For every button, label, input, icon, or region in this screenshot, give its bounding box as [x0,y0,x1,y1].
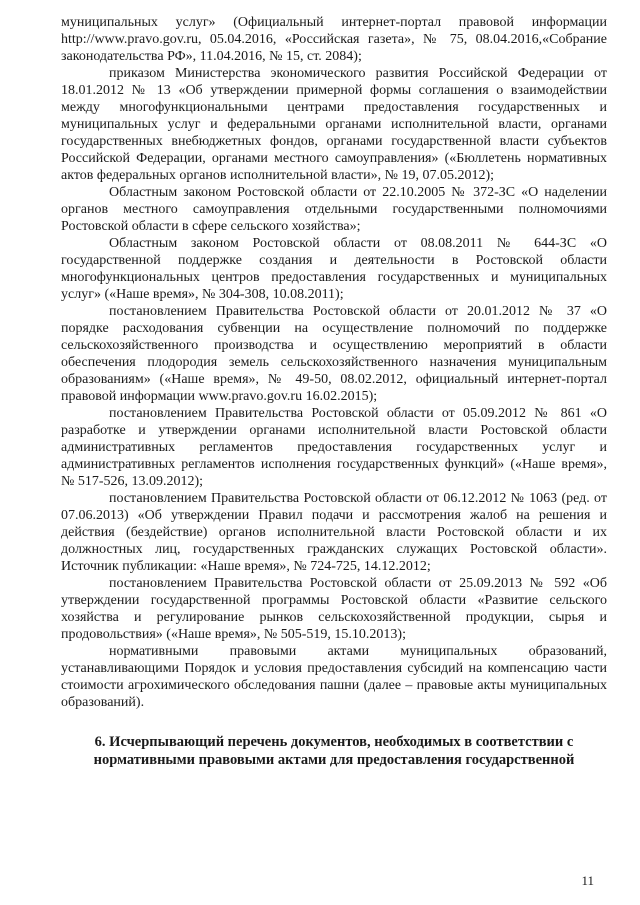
paragraph-resolution-592: постановлением Правительства Ростовской области от 25.09.2013 № 592 «Об утверждении государственной программы Ростовской области «Развитие сельского хозяйства и регулирование рынков сельскохозяйственной продукции, сырья и продовольствия» («Наше время», № 505-519, 15.10.2013); [61,576,607,642]
section-heading: 6. Исчерпывающий перечень документов, необходимых в соответствии с нормативными правовыми актами для предоставления государственной [93,734,575,768]
paragraph-resolution-37: постановлением Правительства Ростовской области от 20.01.2012 № 37 «О порядке расходования субвенции на осуществление полномочий по поддержке сельскохозяйственного производства и осуществлению мероприятий в области обеспечения плодородия земель сельскохозяйственного назначения муниципальным образованиям» («Наше время», № 49-50, 08.02.2012, официальный интернет-портал правовой информации www.pravo.gov.ru 16.02.2015); [61,304,607,404]
paragraph-resolution-861: постановлением Правительства Ростовской области от 05.09.2012 № 861 «О разработке и утверждении органами исполнительной власти Ростовской области административных регламентов предоставления государственных услуг и административных регламентов исполнения государственных функций» («Наше время», № 517-526, 13.09.2012); [61,406,607,489]
paragraph-continuation: муниципальных услуг» (Официальный интернет-портал правовой информации http://www.pravo.gov.ru, 05.04.2016, «Российская газета», № 75, 08.04.2016,«Собрание законодательства РФ», 11.04.2016, № 15, ст. 2084); [61,15,607,64]
page-number: 11 [581,873,594,888]
paragraph-resolution-1063: постановлением Правительства Ростовской области от 06.12.2012 № 1063 (ред. от 07.06.2013) «Об утверждении Правил подачи и рассмотрения жалоб на решения и действия (бездействие) органов исполнительной власти Ростовской области и их должностных лиц, государственных гражданских служащих Ростовской области». Источник публикации: «Наше время», № 724-725, 14.12.2012; [61,491,607,574]
document-page [61,14,607,769]
paragraph-ministry-order: приказом Министерства экономического развития Российской Федерации от 18.01.2012 № 13 «Об утверждении примерной формы соглашения о взаимодействии между многофункциональными центрами предоставления государственных и муниципальных услуг и федеральными органами исполнительной власти, органами государственных внебюджетных фондов, органами государственной власти субъектов Российской Федерации, органами местного самоуправления» («Бюллетень нормативных актов федеральных органов исполнительной власти», № 19, 07.05.2012); [61,66,607,183]
paragraph-municipal-acts: нормативными правовыми актами муниципальных образований, устанавливающими Порядок и условия предоставления субсидий на компенсацию части стоимости агрохимического обследования пашни (далее – правовые акты муниципальных образований). [61,644,607,710]
paragraph-regional-law-372: Областным законом Ростовской области от 22.10.2005 № 372-ЗС «О наделении органов местного самоуправления отдельными государственными полномочиями Ростовской области в сфере сельского хозяйства»; [61,185,607,234]
paragraph-regional-law-644: Областным законом Ростовской области от 08.08.2011 № 644-ЗС «О государственной поддержке создания и деятельности в Ростовской области многофункциональных центров предоставления государственных и муниципальных услуг» («Наше время», № 304-308, 10.08.2011); [61,236,607,302]
